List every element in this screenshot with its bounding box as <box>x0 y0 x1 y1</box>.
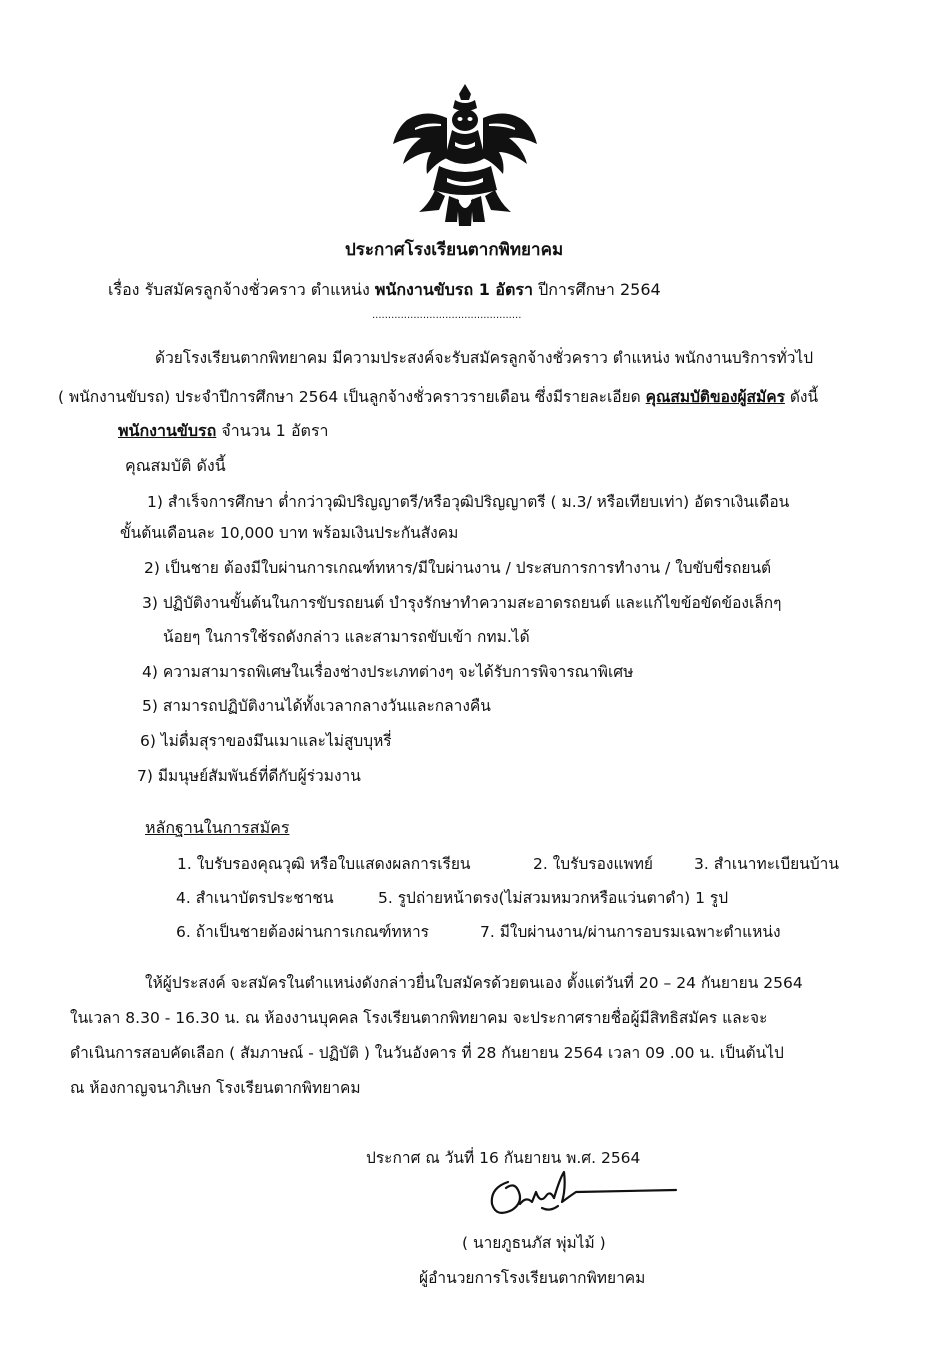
intro-line-1: ด้วยโรงเรียนตากพิทยาคม มีความประสงค์จะรับสมัครลูกจ้างชั่วคราว ตำแหน่ง พนักงานบริการทั่วไป <box>155 349 814 367</box>
subject-position: พนักงานขับรถ 1 อัตรา <box>374 280 533 299</box>
signature-icon <box>480 1168 680 1226</box>
qualifications-heading: คุณสมบัติ ดังนี้ <box>125 456 226 475</box>
qualification-3b: น้อยๆ ในการใช้รถดังกล่าว และสามารถขับเข้า กทม.ได้ <box>163 628 530 646</box>
announcement-title: ประกาศโรงเรียนตากพิทยาคม <box>345 240 564 260</box>
evidence-5: 5. รูปถ่ายหน้าตรง(ไม่สวมหมวกหรือแว่นตาดำ) 1 รูป <box>378 889 729 907</box>
qualification-2: 2) เป็นชาย ต้องมีใบผ่านการเกณฑ์ทหาร/มีใบผ่านงาน / ประสบการการทำงาน / ใบขับขี่รถยนต์ <box>144 559 772 577</box>
qualification-6: 6) ไม่ดื่มสุราของมึนเมาและไม่สูบบุหรี่ <box>140 732 392 750</box>
position-line <box>118 419 329 444</box>
signer-title: ผู้อำนวยการโรงเรียนตากพิทยาคม <box>419 1269 646 1287</box>
qualification-7: 7) มีมนุษย์สัมพันธ์ที่ดีกับผู้ร่วมงาน <box>137 767 361 785</box>
intro-line-2 <box>58 384 818 409</box>
qualification-1a: 1) สำเร็จการศึกษา ต่ำกว่าวุฒิปริญญาตรี/หรือวุฒิปริญญาตรี ( ม.3/ หรือเทียบเท่า) อัตราเงินเดือน <box>147 493 790 511</box>
intro-line-2-text: ( พนักงานขับรถ) ประจำปีการศึกษา 2564 เป็นลูกจ้างชั่วคราวรายเดือน ซึ่งมีรายละเอียด <box>58 388 646 406</box>
apply-line-1: ให้ผู้ประสงค์ จะสมัครในตำแหน่งดังกล่าวยื่นใบสมัครด้วยตนเอง ตั้งแต่วันที่ 20 – 24 กันยายน 2564 <box>145 974 803 992</box>
position-count: จำนวน 1 อัตรา <box>216 421 329 440</box>
apply-line-2: ในเวลา 8.30 - 16.30 น. ณ ห้องงานบุคคล โรงเรียนตากพิทยาคม จะประกาศรายชื่อผู้มีสิทธิสมัคร และจะ <box>70 1009 768 1027</box>
qualification-1b: ขั้นต้นเดือนละ 10,000 บาท พร้อมเงินประกันสังคม <box>120 524 459 542</box>
evidence-2: 2. ใบรับรองแพทย์ <box>533 855 653 873</box>
position-label: พนักงานขับรถ <box>118 421 217 440</box>
announcement-subject <box>108 278 661 303</box>
intro-line-2-end: ดังนี้ <box>784 388 819 406</box>
subject-suffix: ปีการศึกษา 2564 <box>533 280 661 299</box>
signer-name: ( นายภูธนภัส พุ่มไม้ ) <box>462 1234 606 1252</box>
evidence-7: 7. มีใบผ่านงาน/ผ่านการอบรมเฉพาะตำแหน่ง <box>480 923 781 941</box>
evidence-6: 6. ถ้าเป็นชายต้องผ่านการเกณฑ์ทหาร <box>176 923 429 941</box>
evidence-4: 4. สำเนาบัตรประชาชน <box>176 889 334 907</box>
garuda-emblem-icon <box>385 78 545 228</box>
subject-prefix: เรื่อง รับสมัครลูกจ้างชั่วคราว ตำแหน่ง <box>108 280 375 299</box>
qualification-3a: 3) ปฏิบัติงานขั้นต้นในการขับรถยนต์ บำรุงรักษาทำความสะอาดรถยนต์ และแก้ไขข้อขัดข้องเล็กๆ <box>142 594 782 612</box>
apply-line-4: ณ ห้องกาญจนาภิเษก โรงเรียนตากพิทยาคม <box>70 1079 361 1097</box>
evidence-heading: หลักฐานในการสมัคร <box>145 818 290 837</box>
evidence-1: 1. ใบรับรองคุณวุฒิ หรือใบแสดงผลการเรียน <box>177 855 471 873</box>
evidence-3: 3. สำเนาทะเบียนบ้าน <box>694 855 839 873</box>
qualification-5: 5) สามารถปฏิบัติงานได้ทั้งเวลากลางวันและกลางคืน <box>142 697 491 715</box>
qualification-4: 4) ความสามารถพิเศษในเรื่องช่างประเภทต่างๆ จะได้รับการพิจารณาพิเศษ <box>142 663 634 681</box>
header-divider: ............................................... <box>372 310 522 321</box>
announcement-date: ประกาศ ณ วันที่ 16 กันยายน พ.ศ. 2564 <box>366 1149 641 1167</box>
applicant-qualifications-link: คุณสมบัติของผู้สมัคร <box>645 388 785 406</box>
apply-line-3: ดำเนินการสอบคัดเลือก ( สัมภาษณ์ - ปฏิบัติ ) ในวันอังคาร ที่ 28 กันยายน 2564 เวลา 09 .00 น. เป็นต้นไป <box>70 1044 784 1062</box>
